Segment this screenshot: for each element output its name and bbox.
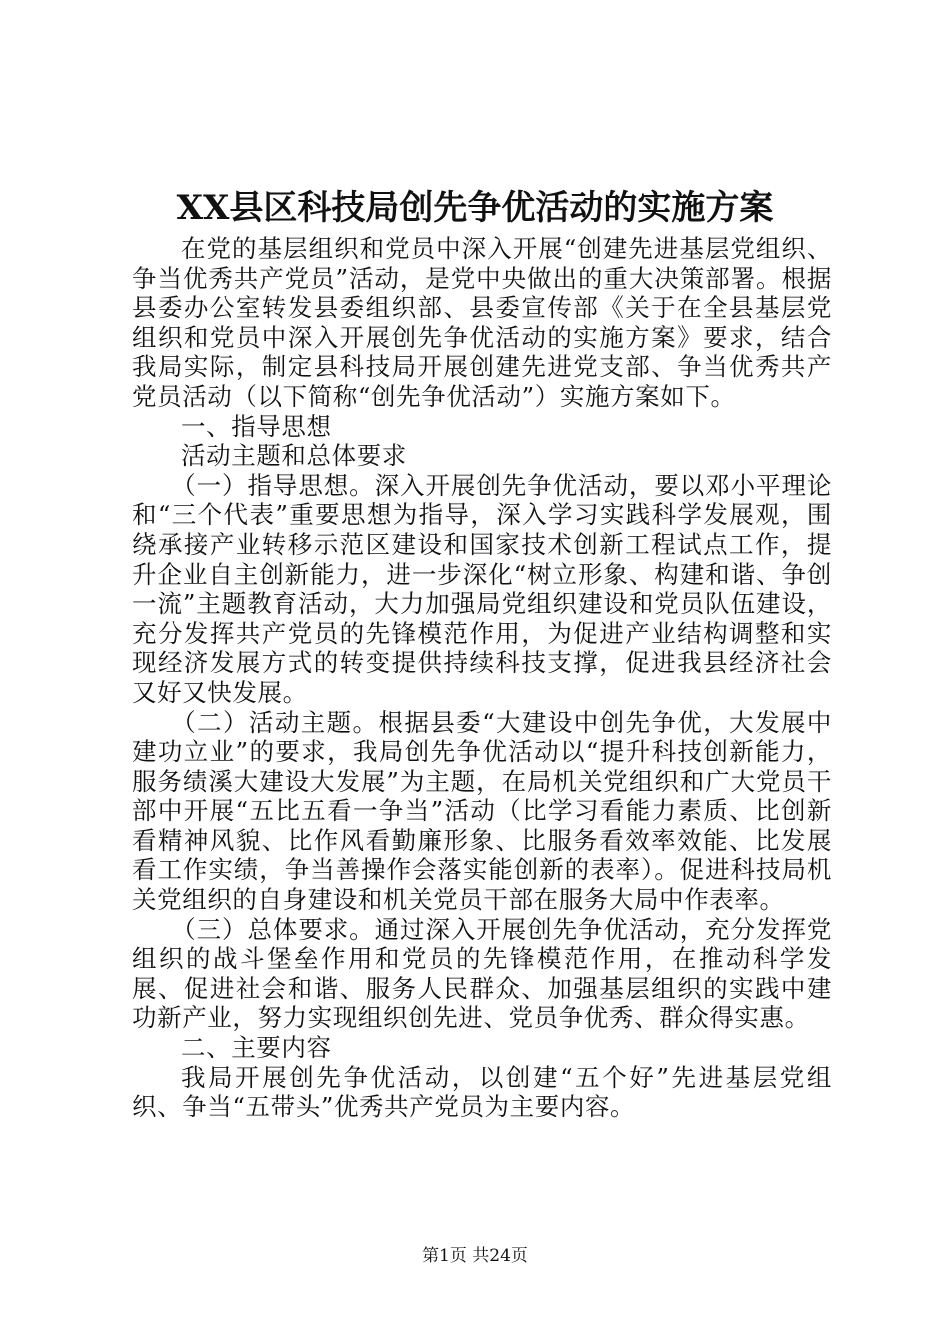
section-heading-guiding-ideology: 一、指导思想 — [181, 411, 332, 441]
paragraph-intro: 在党的基层组织和党员中深入开展“创建先进基层党组织、争当优秀共产党员”活动，是党中央做出的重大决策部署。根据县委办公室转发县委组织部、县委宣传部《关于在全县基层党组织和党员中深入开展创先争优活动的实施方案》要求，结合我局实际，制定县科技局开展创建先进党支部、争当优秀共产党员活动（以下简称“创先争优活动”）实施方案如下。 — [132, 234, 832, 411]
page-footer: 第1页 共24页 — [422, 1246, 528, 1266]
section-heading-main-content: 二、主要内容 — [181, 1033, 332, 1063]
paragraph-activity-theme: （二）活动主题。根据县委“大建设中创先争优，大发展中建功立业”的要求，我局创先争优活动以“提升科技创新能力，服务绩溪大建设大发展”为主题，在局机关党组织和广大党员干部中开展“五比五看一争当”活动（比学习看能力素质、比创新看精神风貌、比作风看勤廉形象、比服务看效率效能、比发展看工作实绩，争当善操作会落实能创新的表率）。促进科技局机关党组织的自身建设和机关党员干部在服务大局中作表率。 — [132, 707, 832, 915]
paragraph-overall-requirements: （三）总体要求。通过深入开展创先争优活动，充分发挥党组织的战斗堡垒作用和党员的先锋模范作用，在推动科学发展、促进社会和谐、服务人民群众、加强基层组织的实践中建功新产业，努力实现组织创先进、党员争优秀、群众得实惠。 — [132, 914, 832, 1033]
document-body — [132, 234, 832, 1122]
subheading-theme-requirements: 活动主题和总体要求 — [181, 441, 407, 471]
paragraph-main-content: 我局开展创先争优活动，以创建“五个好”先进基层党组织、争当“五带头”优秀共产党员为主要内容。 — [132, 1062, 832, 1122]
document-title: XX县区科技局创先争优活动的实施方案 — [176, 188, 774, 228]
paragraph-guiding-ideology: （一）指导思想。深入开展创先争优活动，要以邓小平理论和“三个代表”重要思想为指导，深入学习实践科学发展观，围绕承接产业转移示范区建设和国家技术创新工程试点工作，提升企业自主创新能力，进一步深化“树立形象、构建和谐、争创一流”主题教育活动，大力加强局党组织建设和党员队伍建设，充分发挥共产党员的先锋模范作用，为促进产业结构调整和实现经济发展方式的转变提供持续科技支撑，促进我县经济社会又好又快发展。 — [132, 470, 832, 707]
